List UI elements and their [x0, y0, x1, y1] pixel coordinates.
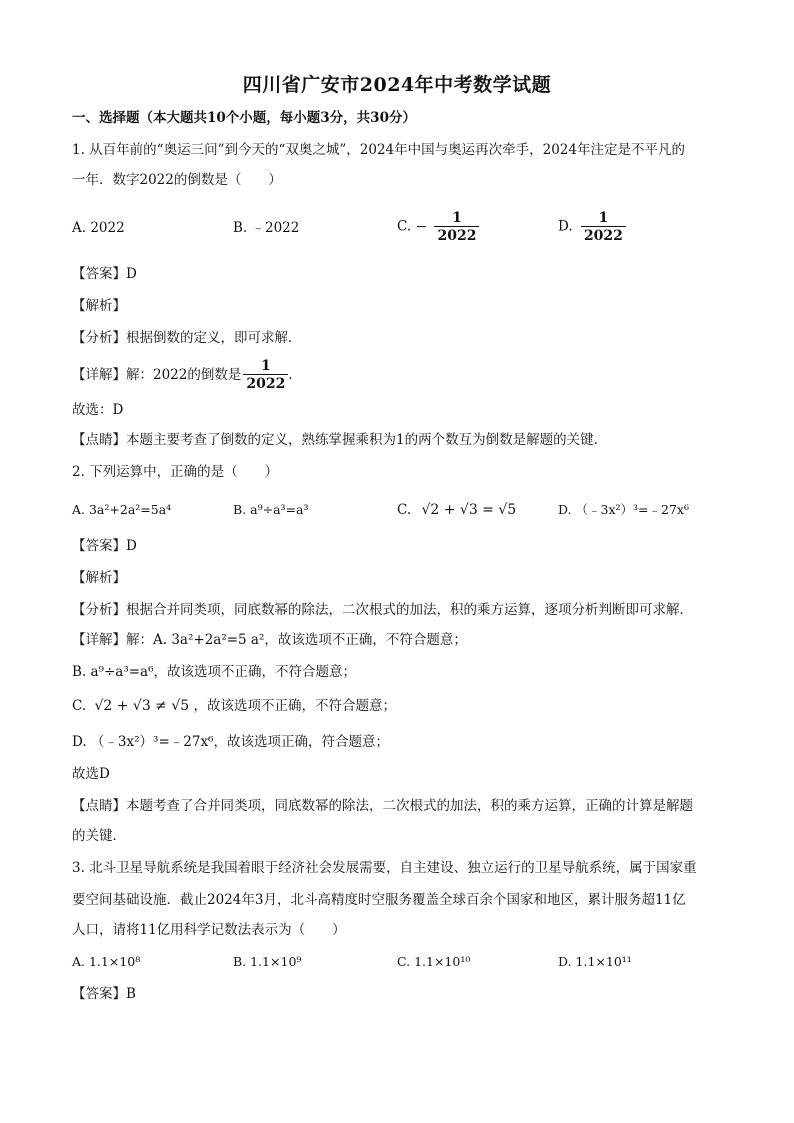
q1-xiangjie-end: ．	[288, 367, 302, 383]
q1-answer: 【答案】D	[72, 266, 137, 282]
q1-stem-line1: 1. 从百年前的“奥运三问”到今天的“双奥之城”，2024年中国与奥运再次牵手，2024年注定是不平凡的	[72, 142, 685, 158]
q2-option-b: B. a⁹÷a³=a³	[233, 502, 309, 517]
q2-option-c	[397, 500, 516, 520]
q2-line-b: B. a⁹÷a³=a⁶，故该选项不正确，不符合题意；	[72, 664, 357, 680]
q2-line-c-label: C.	[72, 698, 87, 714]
q2-guxuan: 故选D	[72, 766, 110, 782]
fraction-denominator: 2022	[243, 374, 288, 392]
q1-xiangjie-fraction	[243, 358, 288, 392]
fraction-denominator: 2022	[581, 226, 626, 244]
section-heading: 一、选择题（本大题共10个小题，每小题3分，共30分）	[72, 110, 416, 126]
q1-option-d	[558, 210, 626, 244]
q1-dianjing: 【点睛】本题主要考查了倒数的定义，熟练掌握乘积为1的两个数互为倒数是解题的关键．	[72, 432, 608, 448]
q2-xiangjie: 【详解】解：A. 3a²+2a²=5 a²，故该选项不正确，不符合题意；	[72, 632, 467, 648]
q1-option-b: B. ﹣2022	[233, 220, 300, 236]
q2-fenxi: 【分析】根据合并同类项，同底数幂的除法，二次根式的加法，积的乘方运算，逐项分析判断即可求解．	[72, 602, 693, 618]
q3-stem-line2: 要空间基础设施．截止2024年3月，北斗高精度时空服务覆盖全球百余个国家和地区，累计服务超11亿	[72, 892, 686, 908]
q1-option-c-label: C.	[397, 218, 412, 235]
q2-option-a: A. 3a²+2a²=5a⁴	[72, 502, 172, 517]
q2-line-c-expression: √2 + √3 ≠ √5	[94, 698, 190, 714]
q2-option-c-expression: √2 + √3 = √5	[421, 502, 517, 518]
q1-fenxi: 【分析】根据倒数的定义，即可求解．	[72, 330, 302, 346]
fraction-denominator: 2022	[434, 226, 479, 244]
page-title: 四川省广安市2024年中考数学试题	[242, 74, 552, 96]
q1-stem-line2: 一年．数字2022的倒数是（ ）	[72, 172, 282, 188]
q2-answer: 【答案】D	[72, 538, 137, 554]
q3-answer: 【答案】B	[72, 986, 136, 1002]
fraction-numerator: 1	[452, 210, 462, 226]
q1-analysis-heading: 【解析】	[72, 298, 126, 314]
q2-option-d: D. （﹣3x²）³=﹣27x⁶	[558, 502, 689, 517]
q3-option-d: D. 1.1×10¹¹	[558, 954, 632, 969]
q1-guxuan: 故选：D	[72, 402, 124, 418]
q2-option-c-label: C.	[397, 502, 412, 518]
q3-option-b: B. 1.1×10⁹	[233, 954, 302, 969]
q1-option-c-fraction	[434, 210, 479, 244]
q2-stem: 2. 下列运算中，正确的是（ ）	[72, 464, 279, 480]
q2-dianjing-line1: 【点睛】本题考查了合并同类项，同底数幂的除法，二次根式的加法，积的乘方运算，正确的计算是解题	[72, 798, 693, 814]
minus-sign: −	[415, 218, 428, 235]
q2-line-c	[72, 696, 396, 716]
q1-option-c	[397, 210, 479, 244]
q2-line-c-text: ，故该选项不正确，不符合题意；	[193, 698, 396, 714]
q1-option-d-label: D.	[558, 218, 573, 235]
q2-line-d: D. （﹣3x²）³=﹣27x⁶，故该选项正确，符合题意；	[72, 734, 389, 750]
q1-xiangjie-text: 【详解】解：2022的倒数是	[72, 367, 242, 383]
q1-option-d-fraction	[581, 210, 626, 244]
q1-option-a: A. 2022	[72, 220, 125, 236]
q3-option-a: A. 1.1×10⁸	[72, 954, 141, 969]
fraction-numerator: 1	[260, 358, 271, 374]
q2-analysis-heading: 【解析】	[72, 570, 126, 586]
q2-dianjing-line2: 的关键．	[72, 828, 126, 844]
q3-stem-line1: 3. 北斗卫星导航系统是我国着眼于经济社会发展需要，自主建设、独立运行的卫星导航系统，属于国家重	[72, 860, 697, 876]
q3-option-c: C. 1.1×10¹⁰	[397, 954, 471, 969]
q3-stem-line3: 人口，请将11亿用科学记数法表示为（ ）	[72, 922, 346, 938]
fraction-numerator: 1	[598, 210, 609, 226]
q1-xiangjie	[72, 358, 302, 392]
